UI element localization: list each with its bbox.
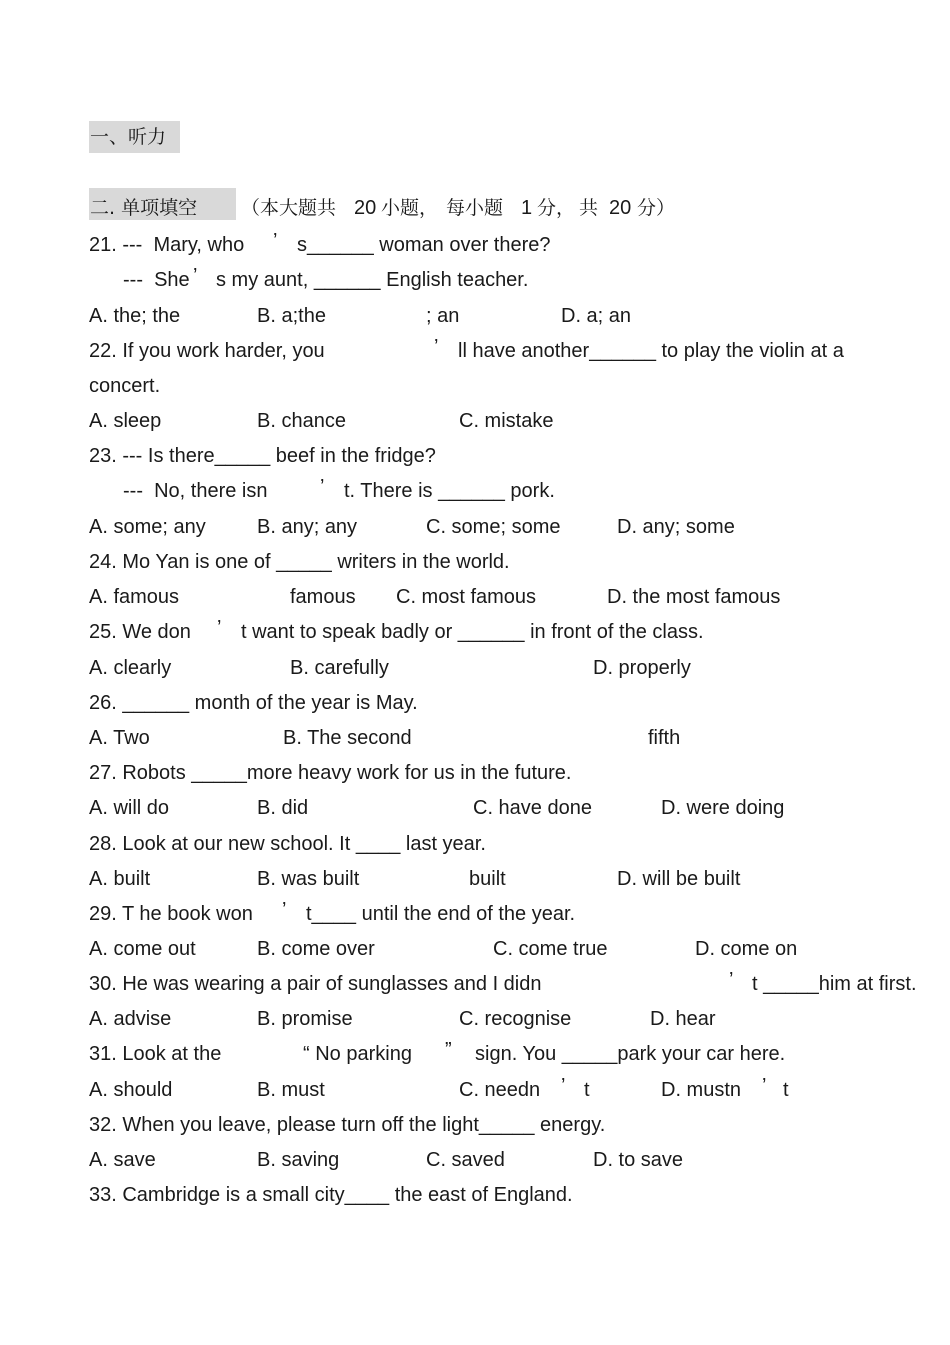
q28-option-a: A. built [89, 868, 151, 890]
q32-option-a: A. save [89, 1149, 156, 1171]
q21-option-c: ; an [426, 305, 460, 327]
q24-option-b: famous [290, 586, 356, 608]
q31-option-d-c: t [783, 1079, 789, 1101]
q22-line1-c: ll have another______ to play the violin at a [458, 340, 844, 362]
section2-note-mid2: 每小题 [446, 197, 504, 219]
q25-option-d: D. properly [593, 657, 691, 679]
q30-option-d: D. hear [650, 1008, 716, 1030]
q25-option-b: B. carefully [290, 657, 389, 679]
q29-option-b: B. come over [257, 938, 375, 960]
q22-line1-a: 22. If you work harder, you [89, 340, 325, 362]
q31-line1-a: 31. Look at the [89, 1043, 222, 1065]
q21-line2-c: s my aunt, ______ English teacher. [216, 269, 529, 291]
q25-line1-b: ’ [217, 617, 222, 639]
q23-line2-a: --- No, there isn [123, 480, 268, 502]
section2-note-n2: 1 [521, 197, 533, 219]
section2-note-mid4: 共 [579, 197, 599, 219]
q21-line1-a: 21. --- Mary, who [89, 234, 245, 256]
q21-line1-c: s______ woman over there? [297, 234, 551, 256]
q30-option-c: C. recognise [459, 1008, 572, 1030]
q30-line1-a: 30. He was wearing a pair of sunglasses and I didn [89, 973, 542, 995]
q31-option-b: B. must [257, 1079, 325, 1101]
q28-option-b: B. was built [257, 868, 360, 890]
q31-option-c-a: C. needn [459, 1079, 541, 1101]
q29-option-c: C. come true [493, 938, 608, 960]
q29-line1-c: t____ until the end of the year. [306, 903, 576, 925]
q29-option-a: A. come out [89, 938, 196, 960]
section1-title: 一、听力 [90, 126, 167, 148]
q25-line1-c: t want to speak badly or ______ in front of the class. [241, 621, 704, 643]
q29-line1-b: ’ [282, 899, 287, 921]
q28-option-c: built [469, 868, 506, 890]
q26-option-a: A. Two [89, 727, 150, 749]
q24-option-c: C. most famous [396, 586, 537, 608]
q31-line1-b: “ No parking [303, 1043, 412, 1065]
q31-line1-c: ” [445, 1039, 452, 1061]
q33-line1: 33. Cambridge is a small city____ the east of England. [89, 1184, 573, 1206]
section2-note-n1: 20 [354, 197, 377, 219]
q30-line1-c: t _____him at first. [752, 973, 917, 995]
q23-line2-c: t. There is ______ pork. [344, 480, 555, 502]
q27-line1: 27. Robots _____more heavy work for us in the future. [89, 762, 572, 784]
q23-line2-b: ’ [320, 476, 325, 498]
q21-option-d: D. a; an [561, 305, 632, 327]
q28-option-d: D. will be built [617, 868, 741, 890]
q23-option-c: C. some; some [426, 516, 561, 538]
q22-option-b: B. chance [257, 410, 346, 432]
q21-line2-b: ’ [193, 265, 198, 287]
q22-option-c: C. mistake [459, 410, 554, 432]
q21-line2-a: --- She [123, 269, 190, 291]
q31-option-c-c: t [584, 1079, 590, 1101]
q30-option-b: B. promise [257, 1008, 353, 1030]
q27-option-a: A. will do [89, 797, 170, 819]
section2-note-close: 分） [637, 197, 676, 219]
q24-option-d: D. the most famous [607, 586, 781, 608]
q26-option-d: fifth [648, 727, 681, 749]
q32-option-b: B. saving [257, 1149, 340, 1171]
q21-option-a: A. the; the [89, 305, 181, 327]
q21-line1-b: ’ [273, 230, 278, 252]
q29-option-d: D. come on [695, 938, 798, 960]
q28-line1: 28. Look at our new school. It ____ last year. [89, 833, 486, 855]
q31-option-d-a: D. mustn [661, 1079, 742, 1101]
q22-line2: concert. [89, 375, 161, 397]
q22-line1-b: ’ [434, 336, 439, 358]
q23-option-b: B. any; any [257, 516, 358, 538]
q32-option-d: D. to save [593, 1149, 684, 1171]
q30-line1-b: ’ [729, 969, 734, 991]
q31-option-d-b: ’ [762, 1075, 767, 1097]
q22-option-a: A. sleep [89, 410, 162, 432]
q31-option-c-b: ’ [561, 1075, 566, 1097]
section2-note-mid1: 小题， [381, 197, 439, 219]
q31-line1-d: sign. You _____park your car here. [475, 1043, 786, 1065]
q30-option-a: A. advise [89, 1008, 172, 1030]
q27-option-b: B. did [257, 797, 309, 819]
q27-option-c: C. have done [473, 797, 592, 819]
q32-line1: 32. When you leave, please turn off the light_____ energy. [89, 1114, 606, 1136]
q26-line1: 26. ______ month of the year is May. [89, 692, 418, 714]
q32-option-c: C. saved [426, 1149, 505, 1171]
section2-note-n3: 20 [609, 197, 632, 219]
section2-note-open: （本大题共 [241, 197, 337, 219]
q24-option-a: A. famous [89, 586, 180, 608]
q23-option-a: A. some; any [89, 516, 206, 538]
q21-option-b: B. a;the [257, 305, 326, 327]
section2-note-mid3: 分， [537, 197, 576, 219]
q23-option-d: D. any; some [617, 516, 735, 538]
q25-line1-a: 25. We don [89, 621, 191, 643]
q26-option-b: B. The second [283, 727, 412, 749]
section2-title: 二. 单项填空 [90, 197, 198, 219]
q24-line1: 24. Mo Yan is one of _____ writers in the world. [89, 551, 510, 573]
q31-option-a: A. should [89, 1079, 173, 1101]
q23-line1: 23. --- Is there_____ beef in the fridge? [89, 445, 436, 467]
q27-option-d: D. were doing [661, 797, 785, 819]
q25-option-a: A. clearly [89, 657, 172, 679]
q29-line1-a: 29. T he book won [89, 903, 253, 925]
